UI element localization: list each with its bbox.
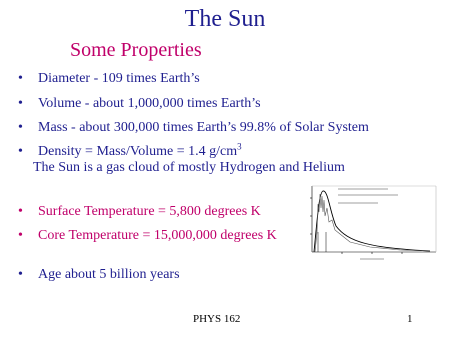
bullet-glyph: • xyxy=(18,204,23,219)
density-superscript: 3 xyxy=(237,141,242,152)
course-footer: PHYS 162 xyxy=(193,313,241,325)
bullet-density xyxy=(38,141,242,159)
page-number: 1 xyxy=(407,313,413,325)
slide-subtitle: Some Properties xyxy=(70,39,202,61)
gas-cloud-note: The Sun is a gas cloud of mostly Hydrogen and Helium xyxy=(33,160,345,175)
solar-spectrum-figure xyxy=(290,182,440,264)
bullet-age: Age about 5 billion years xyxy=(38,267,180,282)
bullet-core-temperature: Core Temperature = 15,000,000 degrees K xyxy=(38,228,277,243)
bullet-volume: Volume - about 1,000,000 times Earth’s xyxy=(38,96,261,111)
bullet-glyph: • xyxy=(18,96,23,111)
density-text: Density = Mass/Volume = 1.4 g/cm xyxy=(38,144,238,159)
bullet-glyph: • xyxy=(18,228,23,243)
bullet-glyph: • xyxy=(18,71,23,86)
slide-title: The Sun xyxy=(184,6,266,32)
bullet-glyph: • xyxy=(18,120,23,135)
bullet-mass: Mass - about 300,000 times Earth’s 99.8% of Solar System xyxy=(38,120,369,135)
bullet-diameter: Diameter - 109 times Earth’s xyxy=(38,71,200,86)
bullet-surface-temperature: Surface Temperature = 5,800 degrees K xyxy=(38,204,261,219)
bullet-glyph: • xyxy=(18,144,23,159)
bullet-glyph: • xyxy=(18,267,23,282)
